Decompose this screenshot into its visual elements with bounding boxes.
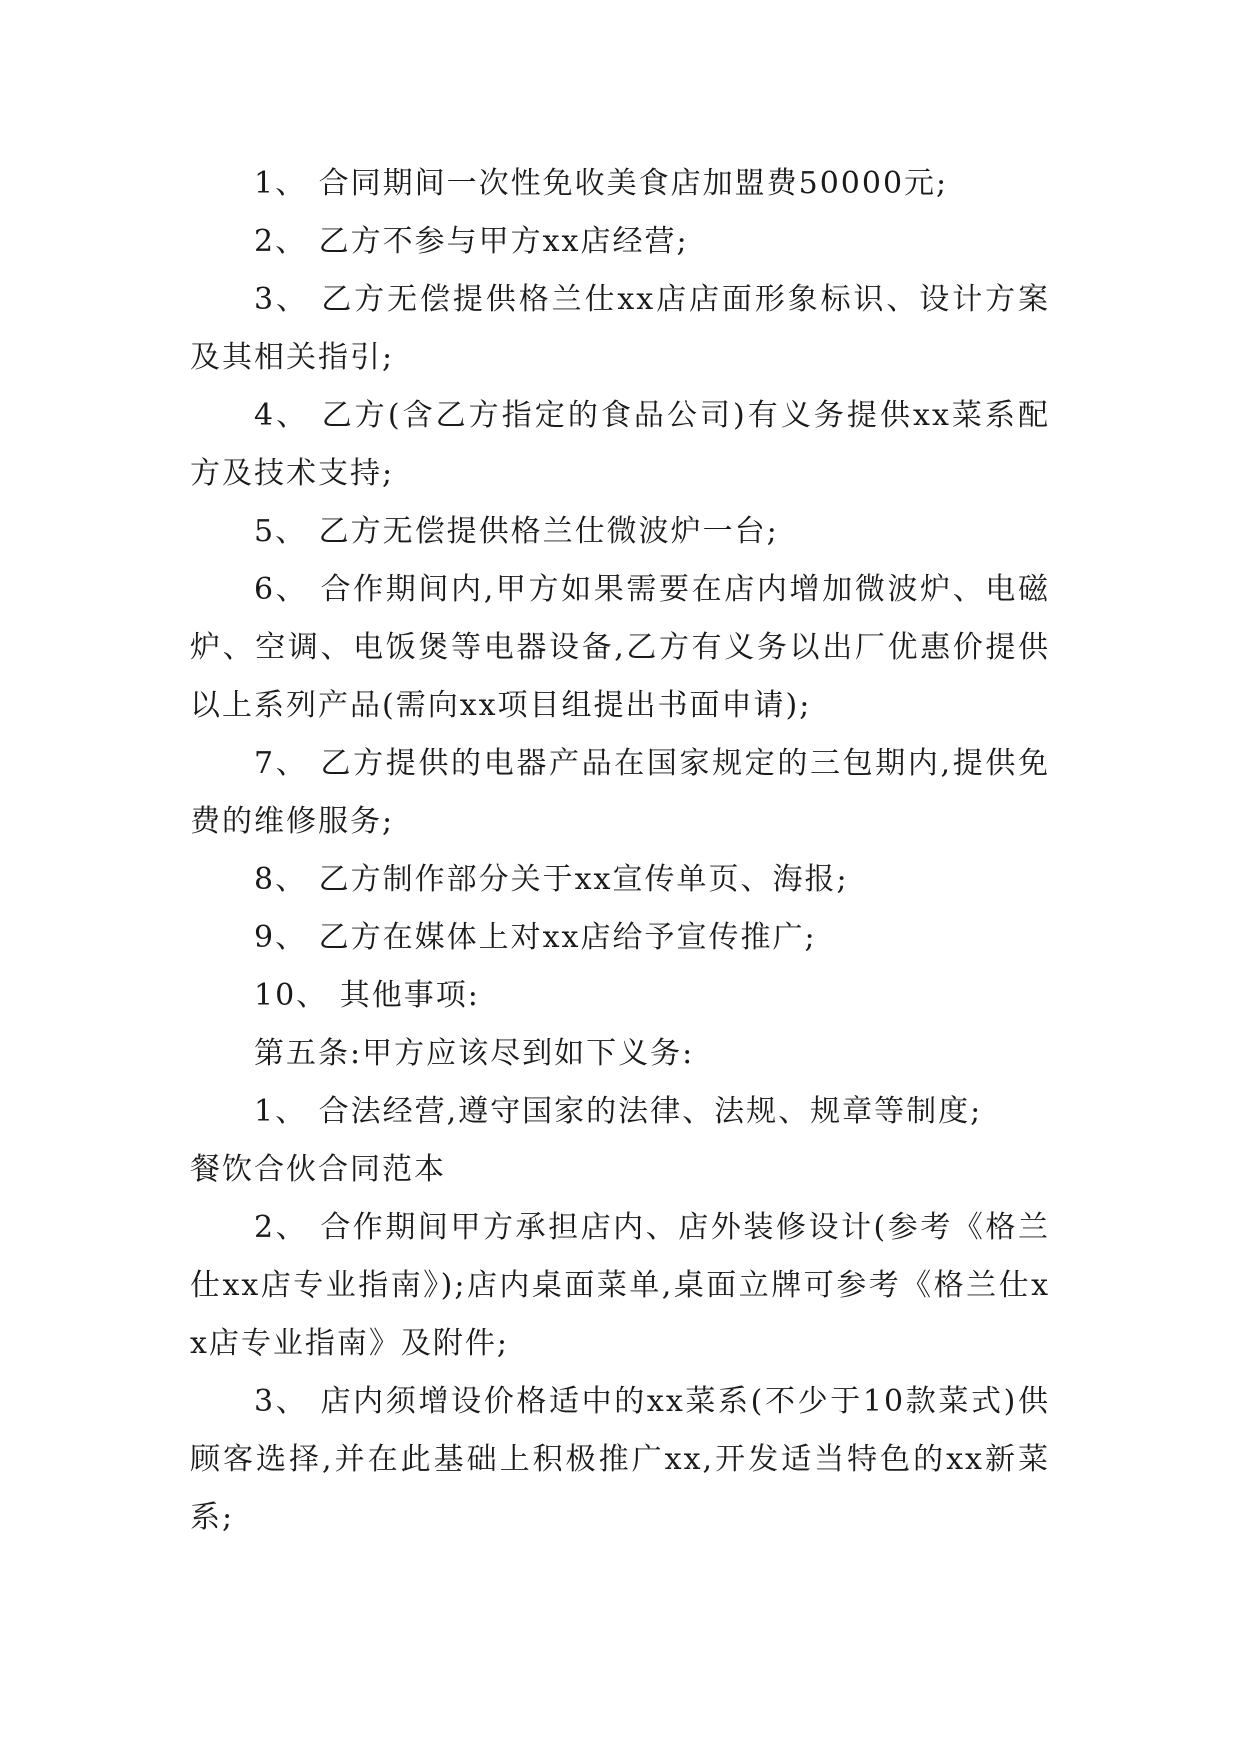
clause-7: 7、 乙方提供的电器产品在国家规定的三包期内,提供免费的维修服务;: [190, 746, 1050, 839]
obligation-3: 3、 店内须增设价格适中的xx菜系(不少于10款菜式)供顾客选择,并在此基础上积极推广xx,开发适当特色的xx新菜系;: [190, 1384, 1050, 1535]
clause-2: 2、 乙方不参与甲方xx店经营;: [254, 224, 689, 259]
clause-5: 5、 乙方无偿提供格兰仕微波炉一台;: [254, 514, 779, 549]
obligation-1: 1、 合法经营,遵守国家的法律、法规、规章等制度;: [254, 1094, 983, 1129]
clause-8: 8、 乙方制作部分关于xx宣传单页、海报;: [254, 862, 849, 897]
obligation-2: 2、 合作期间甲方承担店内、店外装修设计(参考《格兰仕xx店专业指南》);店内桌面菜单,桌面立牌可参考《格兰仕xx店专业指南》及附件;: [190, 1210, 1050, 1361]
article-5-heading: 第五条:甲方应该尽到如下义务:: [254, 1036, 695, 1071]
document-body: [190, 155, 1050, 1547]
document-title-line: 餐饮合伙合同范本: [190, 1152, 446, 1187]
clause-3: 3、 乙方无偿提供格兰仕xx店店面形象标识、设计方案及其相关指引;: [190, 282, 1050, 375]
clause-10: 10、 其他事项:: [254, 978, 480, 1013]
clause-1: 1、 合同期间一次性免收美食店加盟费50000元;: [254, 166, 949, 201]
clause-6: 6、 合作期间内,甲方如果需要在店内增加微波炉、电磁炉、空调、电饭煲等电器设备,乙方有义务以出厂优惠价提供以上系列产品(需向xx项目组提出书面申请);: [190, 572, 1050, 723]
clause-4: 4、 乙方(含乙方指定的食品公司)有义务提供xx菜系配方及技术支持;: [190, 398, 1050, 491]
clause-9: 9、 乙方在媒体上对xx店给予宣传推广;: [254, 920, 817, 955]
